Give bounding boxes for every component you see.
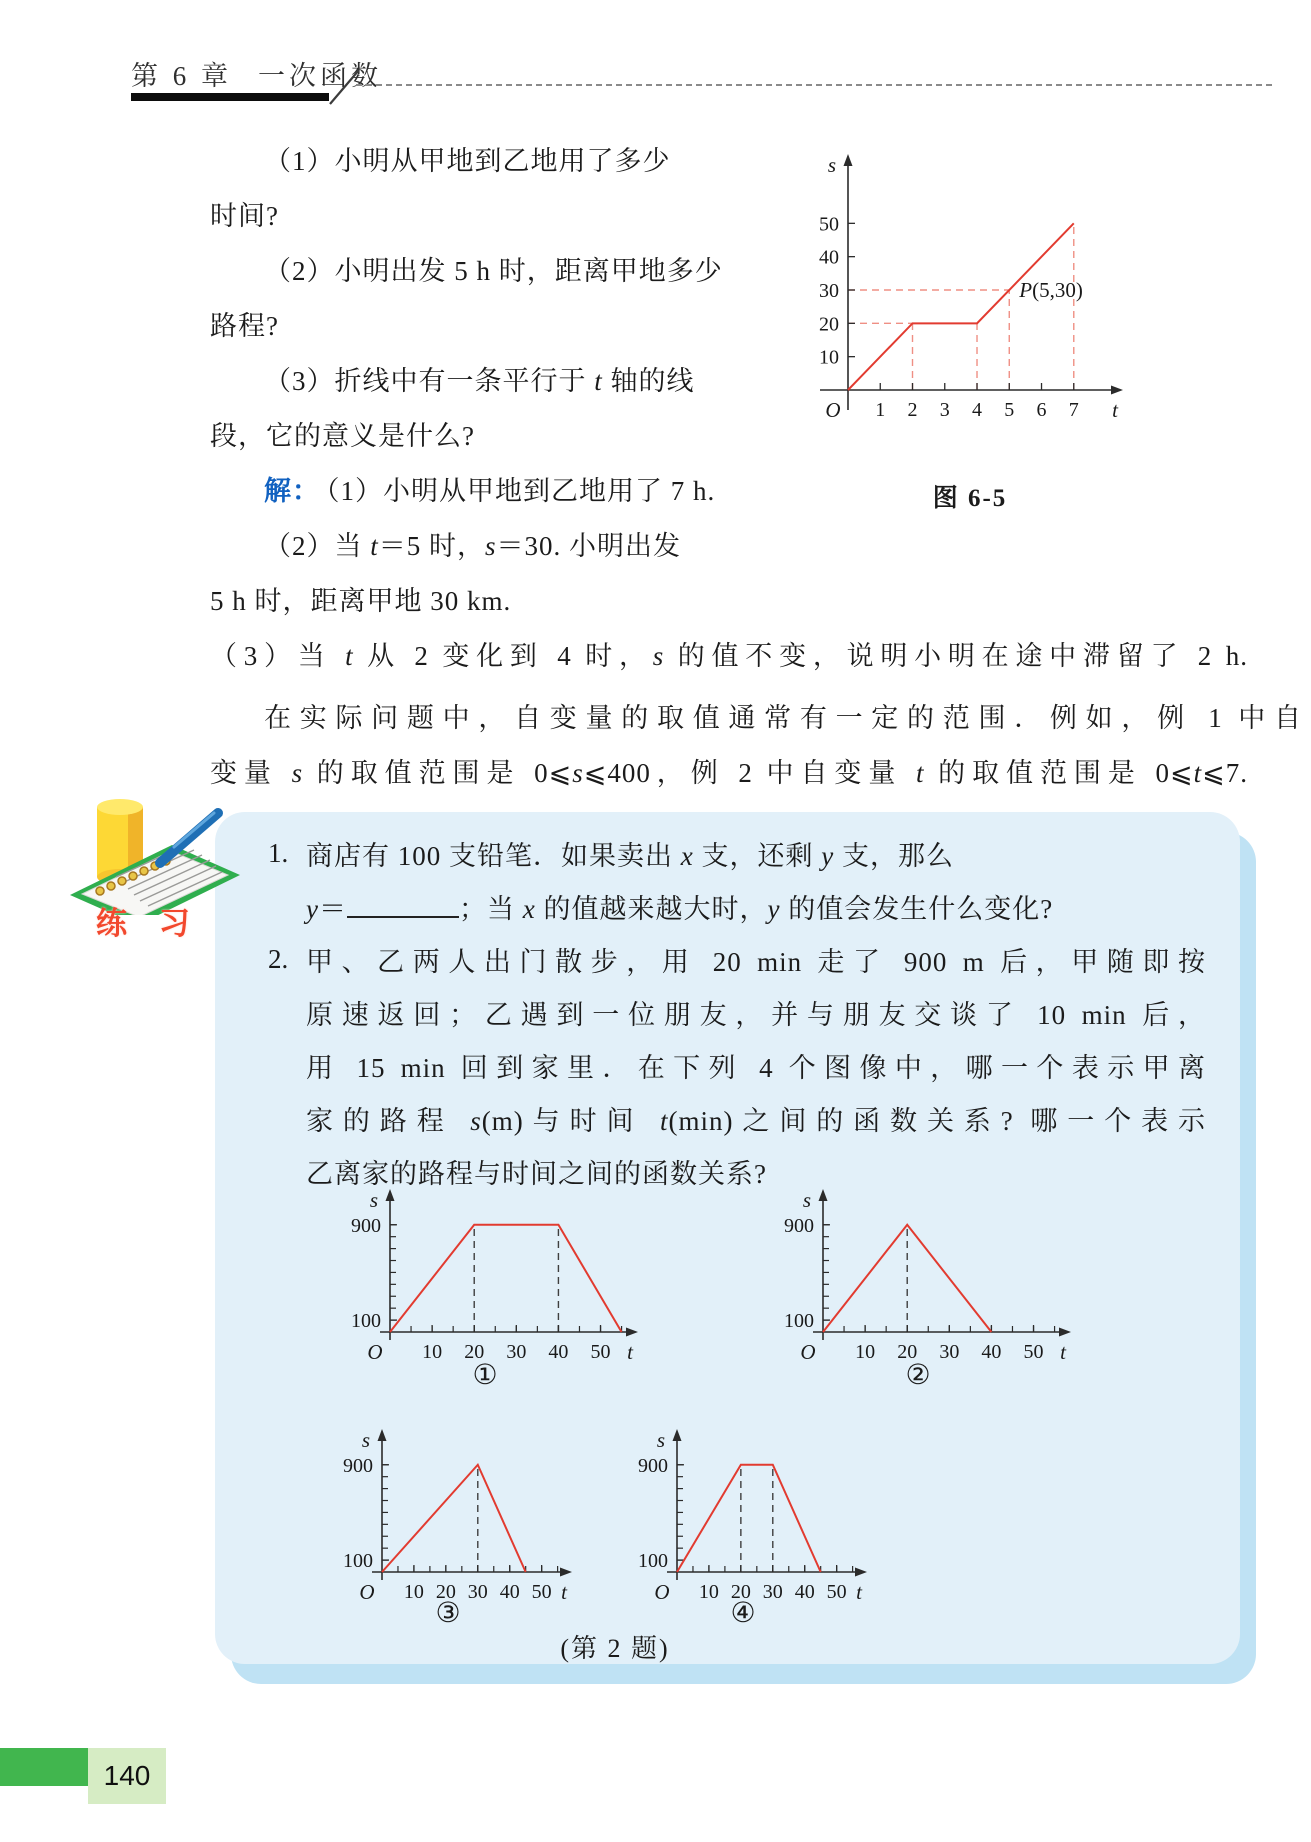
solution-line: （2）当 t＝5 时，s＝30. 小明出发 (264, 531, 682, 561)
svg-text:30: 30 (467, 1581, 488, 1603)
option-chart-3 (322, 1425, 574, 1610)
svg-text:900: 900 (351, 1214, 381, 1237)
solution-line: （3）当 t 从 2 变化到 4 时，s 的值不变，说明小明在途中滞留了 2 h. (210, 641, 1249, 671)
svg-text:O: O (825, 398, 841, 422)
paragraph-line: 在实际问题中，自变量的取值通常有一定的范围．例如，例 1 中自 (264, 703, 1302, 733)
svg-text:s: s (827, 153, 836, 177)
solution-label: 解： (264, 476, 320, 506)
solution-text: （1）小明从甲地到乙地用了 7 h. (326, 476, 716, 506)
option-chart-1 (330, 1185, 640, 1370)
svg-text:900: 900 (784, 1214, 814, 1237)
option-chart-2 (763, 1185, 1073, 1370)
svg-text:10: 10 (422, 1341, 443, 1363)
svg-text:5: 5 (1004, 399, 1015, 421)
q2-line: 家的路程 s(m)与时间 t(min)之间的函数关系? 哪一个表示 (306, 1106, 1207, 1136)
header-slash (328, 66, 362, 106)
paragraph-line: 变量 s 的取值范围是 0⩽s⩽400，例 2 中自变量 t 的取值范围是 0⩽t⩽7. (210, 758, 1248, 788)
svg-text:40: 40 (499, 1581, 520, 1603)
svg-text:s: s (369, 1188, 378, 1212)
svg-text:40: 40 (794, 1581, 815, 1603)
svg-text:900: 900 (638, 1454, 668, 1477)
question-2-figure-caption: (第 2 题) (560, 1634, 670, 1663)
svg-text:s: s (361, 1428, 370, 1452)
svg-text:20: 20 (464, 1341, 485, 1363)
svg-text:50: 50 (531, 1581, 552, 1603)
q1-line: y＝ ；当 x 的值越来越大时，y 的值会发生什么变化? (306, 894, 1054, 924)
q2-line: 甲、乙两人出门散步，用 20 min 走了 900 m 后，甲随即按 (306, 947, 1206, 977)
svg-text:30: 30 (506, 1341, 527, 1363)
q2-line: 原速返回；乙遇到一位朋友，并与朋友交谈了 10 min 后， (306, 1000, 1206, 1030)
svg-text:30: 30 (762, 1581, 783, 1603)
svg-text:100: 100 (351, 1310, 381, 1333)
svg-text:t: t (561, 1580, 567, 1604)
chart-label-1: ① (472, 1360, 498, 1391)
chart-label-2: ② (905, 1360, 931, 1391)
svg-text:100: 100 (784, 1310, 814, 1333)
svg-text:10: 10 (819, 346, 839, 369)
question-line: 时间? (210, 201, 279, 231)
svg-text:6: 6 (1036, 399, 1047, 421)
practice-notebook-pen-icon (58, 793, 246, 915)
q2-line: 乙离家的路程与时间之间的函数关系? (306, 1159, 767, 1189)
svg-text:O: O (359, 1580, 375, 1604)
svg-text:10: 10 (698, 1581, 719, 1603)
svg-text:t: t (856, 1580, 862, 1604)
svg-text:50: 50 (590, 1341, 611, 1363)
svg-text:40: 40 (548, 1341, 569, 1363)
answer-blank (347, 894, 459, 918)
solution-line (210, 473, 764, 509)
svg-text:O: O (367, 1340, 383, 1364)
svg-text:P(5,30): P(5,30) (1019, 278, 1083, 302)
svg-text:1: 1 (875, 399, 886, 421)
svg-text:2: 2 (907, 399, 918, 421)
svg-text:7: 7 (1068, 399, 1079, 421)
svg-text:t: t (1060, 1340, 1066, 1364)
svg-text:50: 50 (819, 213, 839, 236)
svg-text:50: 50 (826, 1581, 847, 1603)
svg-text:s: s (802, 1188, 811, 1212)
q2-number: 2. (268, 944, 289, 974)
svg-text:O: O (800, 1340, 816, 1364)
solution-line: 5 h 时，距离甲地 30 km. (210, 586, 512, 616)
page-number-badge (88, 1748, 166, 1804)
svg-text:30: 30 (939, 1341, 960, 1363)
svg-text:20: 20 (730, 1581, 751, 1603)
page-number: 140 (103, 1760, 151, 1791)
svg-text:t: t (627, 1340, 633, 1364)
q2-line: 用 15 min 回到家里．在下列 4 个图像中，哪一个表示甲离 (306, 1053, 1206, 1083)
svg-text:40: 40 (981, 1341, 1002, 1363)
svg-text:O: O (654, 1580, 670, 1604)
practice-section-label: 练 习 (96, 906, 202, 941)
footer-green-bar (0, 1748, 88, 1786)
option-chart-4 (617, 1425, 869, 1610)
svg-text:s: s (656, 1428, 665, 1452)
figure-6-5-caption: 图 6-5 (932, 485, 1008, 512)
chapter-title: 一次函数 (258, 61, 382, 91)
question-line: （1）小明从甲地到乙地用了多少 (264, 146, 671, 176)
question-line: 路程? (210, 311, 279, 341)
svg-text:20: 20 (897, 1341, 918, 1363)
header-dashed-rule (356, 84, 1272, 86)
svg-text:20: 20 (435, 1581, 456, 1603)
svg-text:10: 10 (855, 1341, 876, 1363)
question-line: 段，它的意义是什么? (210, 421, 475, 451)
svg-text:3: 3 (939, 399, 950, 421)
svg-text:4: 4 (972, 399, 983, 421)
svg-text:100: 100 (343, 1550, 373, 1573)
svg-text:10: 10 (403, 1581, 424, 1603)
svg-text:900: 900 (343, 1454, 373, 1477)
chart-label-3: ③ (435, 1598, 461, 1629)
chapter-number: 第 6 章 (131, 61, 232, 91)
svg-text:20: 20 (819, 313, 839, 336)
svg-text:30: 30 (819, 280, 839, 302)
question-line: （3）折线中有一条平行于 t 轴的线 (264, 366, 695, 396)
svg-text:100: 100 (638, 1550, 668, 1573)
figure-6-5-chart (815, 150, 1125, 435)
q1-number: 1. (268, 838, 289, 868)
q1-line: 商店有 100 支铅笔．如果卖出 x 支，还剩 y 支，那么 (306, 841, 954, 871)
svg-text:50: 50 (1023, 1341, 1044, 1363)
header-underline (131, 93, 329, 101)
svg-text:40: 40 (819, 246, 839, 269)
question-line: （2）小明出发 5 h 时，距离甲地多少 (264, 256, 723, 286)
chart-label-4: ④ (730, 1598, 756, 1629)
svg-text:t: t (1112, 398, 1118, 422)
